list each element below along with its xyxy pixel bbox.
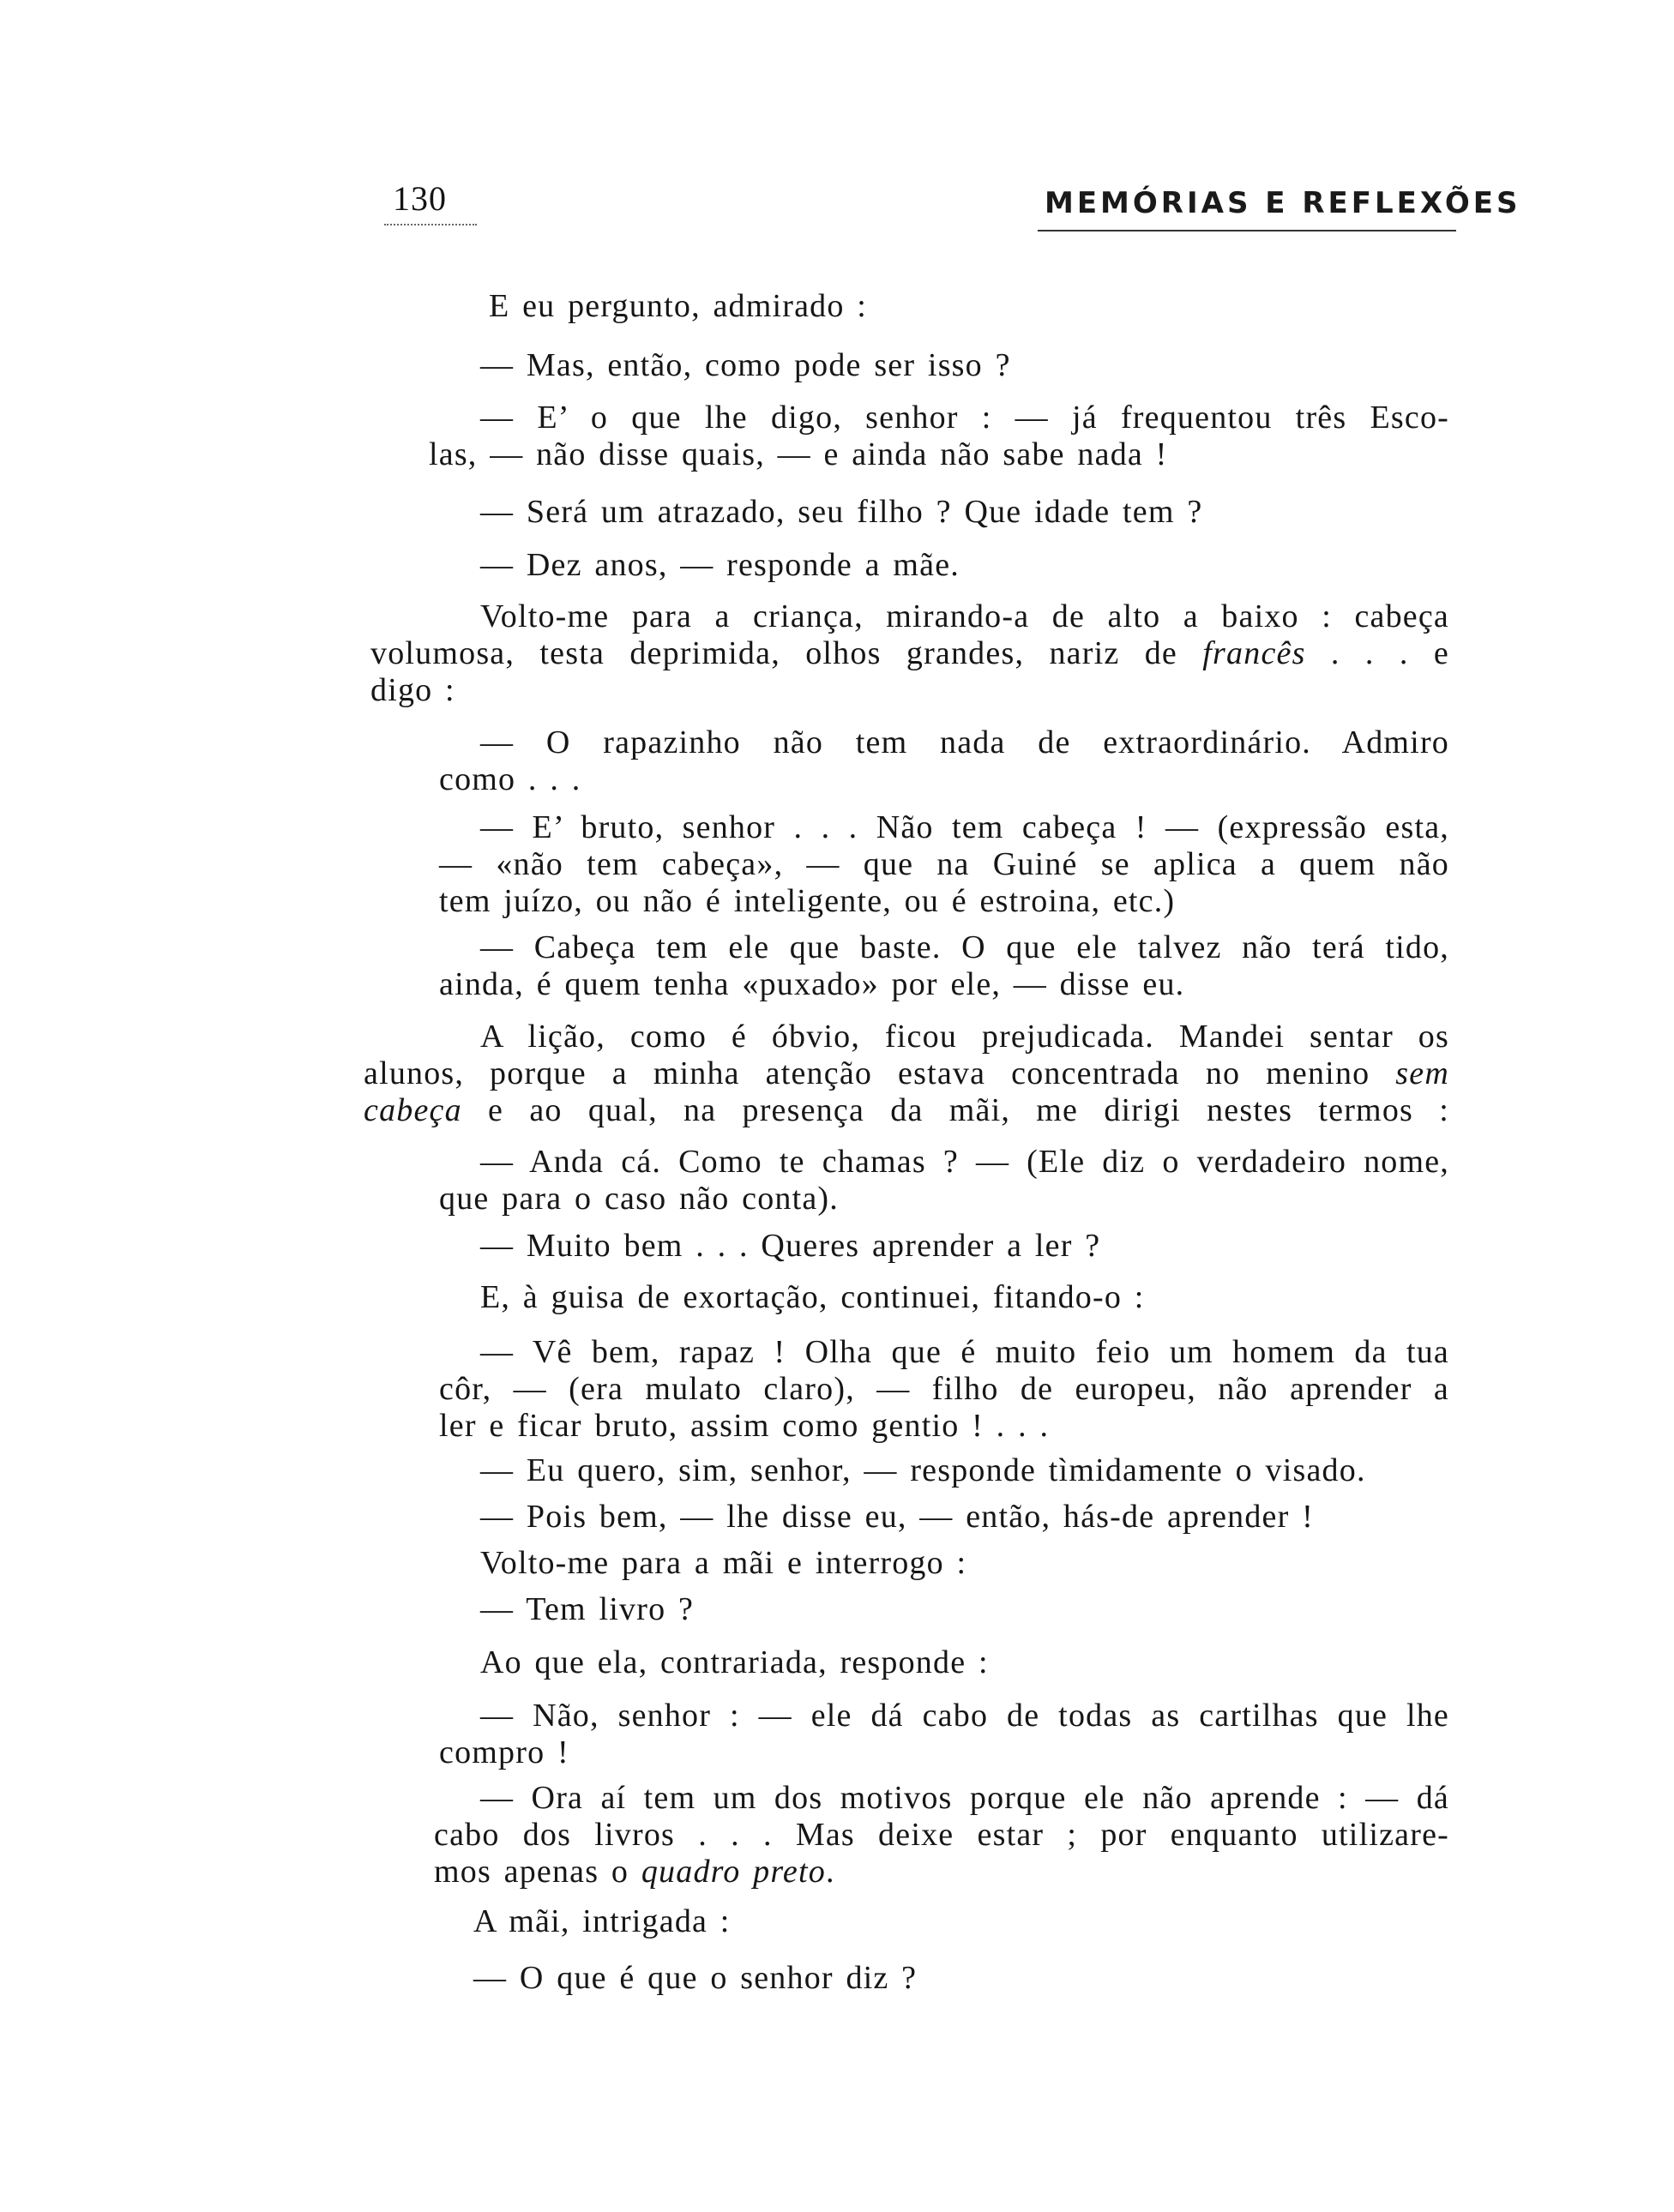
paragraph <box>489 288 867 325</box>
text-segment: mos apenas o <box>434 1854 641 1890</box>
text-segment: e ao qual, na presença da mãi, me dirigi nestes termos : <box>488 1092 1449 1128</box>
text-line: Ao que ela, contrariada, responde : <box>480 1644 989 1680</box>
text-line: — Será um atrazado, seu filho ? Que idade tem ? <box>480 494 1203 530</box>
page-number: 130 <box>393 179 447 218</box>
paragraph <box>439 1144 1449 1217</box>
paragraph <box>480 547 960 584</box>
paragraph <box>480 1644 989 1681</box>
text-segment: alunos, porque a minha atenção estava concentrada no menino <box>364 1055 1396 1091</box>
text-line: — E’ bruto, senhor . . . Não tem cabeça ! — (expressão esta, <box>480 809 1449 845</box>
text-line: — Vê bem, rapaz ! Olha que é muito feio um homem da tua <box>480 1334 1449 1370</box>
text-line: ainda, é quem tenha «puxado» por ele, — disse eu. <box>439 966 1185 1002</box>
paragraph <box>439 929 1449 1003</box>
text-line: que para o caso não conta). <box>439 1181 839 1217</box>
text-line: digo : <box>370 672 455 708</box>
paragraph <box>480 1499 1314 1536</box>
paragraph <box>439 1334 1449 1445</box>
text-segment: . . . e <box>1305 635 1449 671</box>
text-line: A lição, como é óbvio, ficou prejudicada. Mandei sentar os <box>480 1019 1449 1055</box>
paragraph <box>480 1279 1145 1316</box>
paragraph <box>439 724 1449 798</box>
page-number-rule <box>384 224 477 225</box>
paragraph <box>439 809 1449 920</box>
text-line: las, — não disse quais, — e ainda não sabe nada ! <box>429 436 1168 472</box>
paragraph <box>480 1228 1100 1265</box>
paragraph <box>480 1591 694 1628</box>
text-line: Volto-me para a mãi e interrogo : <box>480 1545 967 1581</box>
paragraph <box>364 1019 1449 1129</box>
text-line: cabo dos livros . . . Mas deixe estar ; por enquanto utilizare- <box>434 1817 1449 1853</box>
running-title: MEMÓRIAS E REFLEXÕES <box>1045 186 1521 220</box>
text-line: — Tem livro ? <box>480 1591 695 1627</box>
text-line: compro ! <box>439 1734 569 1770</box>
text-line: ler e ficar bruto, assim como gentio ! . . . <box>439 1408 1050 1444</box>
text-line: — Não, senhor : — ele dá cabo de todas as cartilhas que lhe <box>480 1698 1449 1734</box>
text-line: — O que é que o senhor diz ? <box>473 1960 918 1996</box>
text-line: — O rapazinho não tem nada de extraordinário. Admiro <box>480 724 1449 760</box>
italic-word: sem <box>1395 1055 1449 1091</box>
paragraph <box>480 1452 1366 1489</box>
running-title-rule <box>1038 230 1456 231</box>
text-line <box>364 1055 1449 1092</box>
text-line: E eu pergunto, admirado : <box>489 288 868 324</box>
paragraph <box>473 1903 731 1940</box>
text-line: — «não tem cabeça», — que na Guiné se aplica a quem não <box>439 846 1449 882</box>
text-line: A mãi, intrigada : <box>473 1903 731 1939</box>
text-line: tem juízo, ou não é inteligente, ou é estroina, etc.) <box>439 883 1176 919</box>
text-line: como . . . <box>439 761 581 797</box>
paragraph <box>473 1960 917 1997</box>
text-segment: . <box>825 1854 835 1890</box>
italic-word: francês <box>1202 635 1306 671</box>
text-line: côr, — (era mulato claro), — filho de europeu, não aprender a <box>439 1371 1449 1407</box>
text-line: Volto-me para a criança, mirando-a de alto a baixo : cabeça <box>480 598 1449 634</box>
text-line <box>434 1854 1449 1890</box>
text-line: — Mas, então, como pode ser isso ? <box>480 347 1011 383</box>
text-line: — Eu quero, sim, senhor, — responde tìmidamente o visado. <box>480 1452 1366 1488</box>
text-line <box>364 1092 1449 1129</box>
paragraph <box>480 347 1011 384</box>
text-line: — Cabeça tem ele que baste. O que ele talvez não terá tido, <box>480 929 1449 965</box>
text-segment: volumosa, testa deprimida, olhos grandes, nariz de <box>370 635 1203 671</box>
text-line: — Dez anos, — responde a mãe. <box>480 547 960 583</box>
paragraph <box>439 1698 1449 1771</box>
paragraph <box>370 598 1449 709</box>
text-line: — Ora aí tem um dos motivos porque ele não aprende : — dá <box>480 1780 1449 1816</box>
italic-word: cabeça <box>364 1092 462 1128</box>
paragraph <box>480 494 1202 531</box>
text-line: — Muito bem . . . Queres aprender a ler ? <box>480 1228 1101 1264</box>
paragraph <box>480 1545 966 1582</box>
text-line: — Pois bem, — lhe disse eu, — então, hás-de aprender ! <box>480 1499 1315 1535</box>
paragraph <box>434 1780 1449 1890</box>
text-line: E, à guisa de exortação, continuei, fitando-o : <box>480 1279 1145 1315</box>
text-line <box>370 635 1449 672</box>
italic-word: quadro preto <box>641 1854 826 1890</box>
text-line: — E’ o que lhe digo, senhor : — já frequentou três Esco- <box>480 400 1449 436</box>
paragraph <box>429 400 1449 473</box>
text-line: — Anda cá. Como te chamas ? — (Ele diz o verdadeiro nome, <box>480 1144 1449 1180</box>
